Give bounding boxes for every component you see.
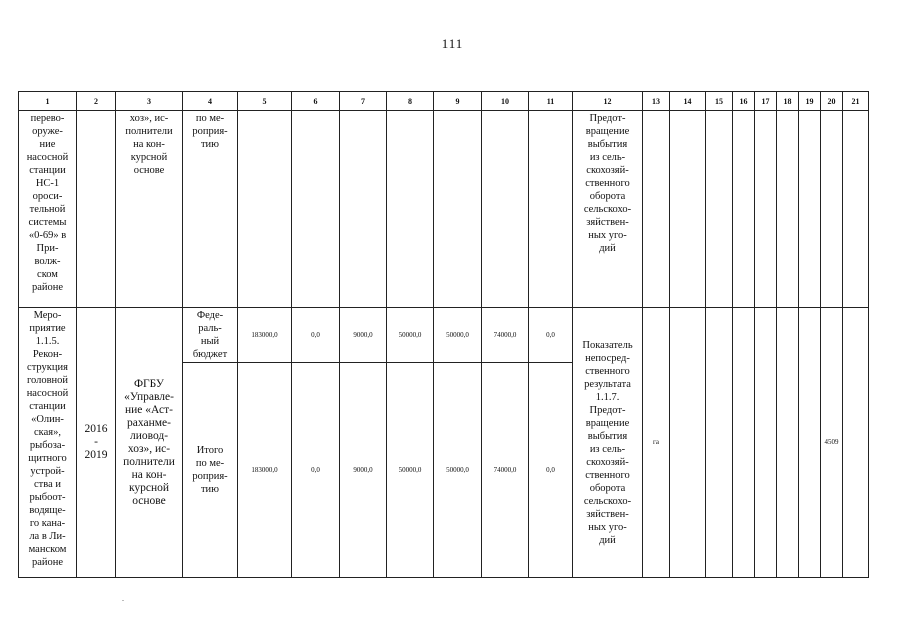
empty-cell [821,111,843,308]
value-cell: 9000,0 [340,363,387,578]
header-cell: 15 [706,92,733,111]
value-cell: 74000,0 [482,308,529,363]
empty-cell [755,111,777,308]
value-cell [529,111,573,308]
empty-cell [706,308,733,578]
header-cell: 11 [529,92,573,111]
header-cell: 10 [482,92,529,111]
empty-cell [799,111,821,308]
empty-cell [843,308,869,578]
value-cell [340,111,387,308]
table-row [19,111,869,308]
value-cell [387,111,434,308]
header-cell: 12 [573,92,643,111]
header-cell: 2 [77,92,116,111]
value-cell: 50000,0 [434,363,482,578]
period-cell: 2016 - 2019 [77,308,116,578]
header-cell: 1 [19,92,77,111]
empty-cell [755,308,777,578]
indicator-cell: Показатель непосред- ственного результата 1.1.7. Предот- вращение выбытия из сель- скохозяй- ственного оборота сельскохо- зяйствен- ных уго- дий [573,308,643,578]
header-cell: 5 [238,92,292,111]
funding-source-cell: Феде- раль- ный бюджет [183,308,238,363]
value-cell [482,111,529,308]
header-cell: 14 [670,92,706,111]
indicator-cell: Предот- вращение выбытия из сель- скохозяй- ственного оборота сельскохо- зяйствен- ных уго- дий [573,111,643,308]
value-cell: 0,0 [529,308,573,363]
value-cell: 9000,0 [340,308,387,363]
measure-name-cell: перево- оруже- ние насосной станции НС-1 ороси- тельной системы «0-69» в При- волж- ском районе [19,111,77,308]
funding-source-cell: Итого по ме- роприя- тию [183,363,238,578]
page-number: 111 [441,36,464,51]
funding-source-cell: по ме- роприя- тию [183,111,238,308]
empty-cell [670,308,706,578]
value-cell: 183000,0 [238,363,292,578]
executor-cell: хоз», ис- полнители на кон- курсной основе [116,111,183,308]
header-cell: 13 [643,92,670,111]
value-cell: 50000,0 [434,308,482,363]
header-cell: 20 [821,92,843,111]
value-cell [292,111,340,308]
header-cell: 9 [434,92,482,111]
empty-cell [706,111,733,308]
empty-cell [670,111,706,308]
value-cell: 0,0 [529,363,573,578]
target-value-cell: 4509 [821,308,843,578]
empty-cell [843,111,869,308]
measure-name-cell: Меро- приятие 1.1.5. Рекон- струкция головной насосной станции «Олин- ская», рыбоза- щитного устрой- ства и рыбоот- водяще- го кана- ла в Ли- манском районе [19,308,77,578]
header-cell: 4 [183,92,238,111]
empty-cell [733,308,755,578]
value-cell: 74000,0 [482,363,529,578]
table-row [19,308,869,363]
empty-cell [777,308,799,578]
empty-cell [799,308,821,578]
value-cell: 0,0 [292,363,340,578]
period-cell [77,111,116,308]
header-cell: 19 [799,92,821,111]
value-cell: 0,0 [292,308,340,363]
value-cell: 183000,0 [238,308,292,363]
value-cell [434,111,482,308]
executor-cell: ФГБУ «Управле- ние «Аст- раханме- лиовод- хоз», ис- полнители на кон- курсной основе [116,308,183,578]
measures-table [18,91,869,578]
scan-speck [122,600,124,601]
header-cell: 17 [755,92,777,111]
header-cell: 21 [843,92,869,111]
header-cell: 16 [733,92,755,111]
empty-cell [777,111,799,308]
empty-cell [733,111,755,308]
unit-cell: га [643,308,670,578]
value-cell [238,111,292,308]
header-cell: 3 [116,92,183,111]
value-cell: 50000,0 [387,308,434,363]
header-cell: 18 [777,92,799,111]
unit-cell [643,111,670,308]
header-cell: 8 [387,92,434,111]
header-cell: 6 [292,92,340,111]
value-cell: 50000,0 [387,363,434,578]
table-header-row [19,92,869,111]
header-cell: 7 [340,92,387,111]
